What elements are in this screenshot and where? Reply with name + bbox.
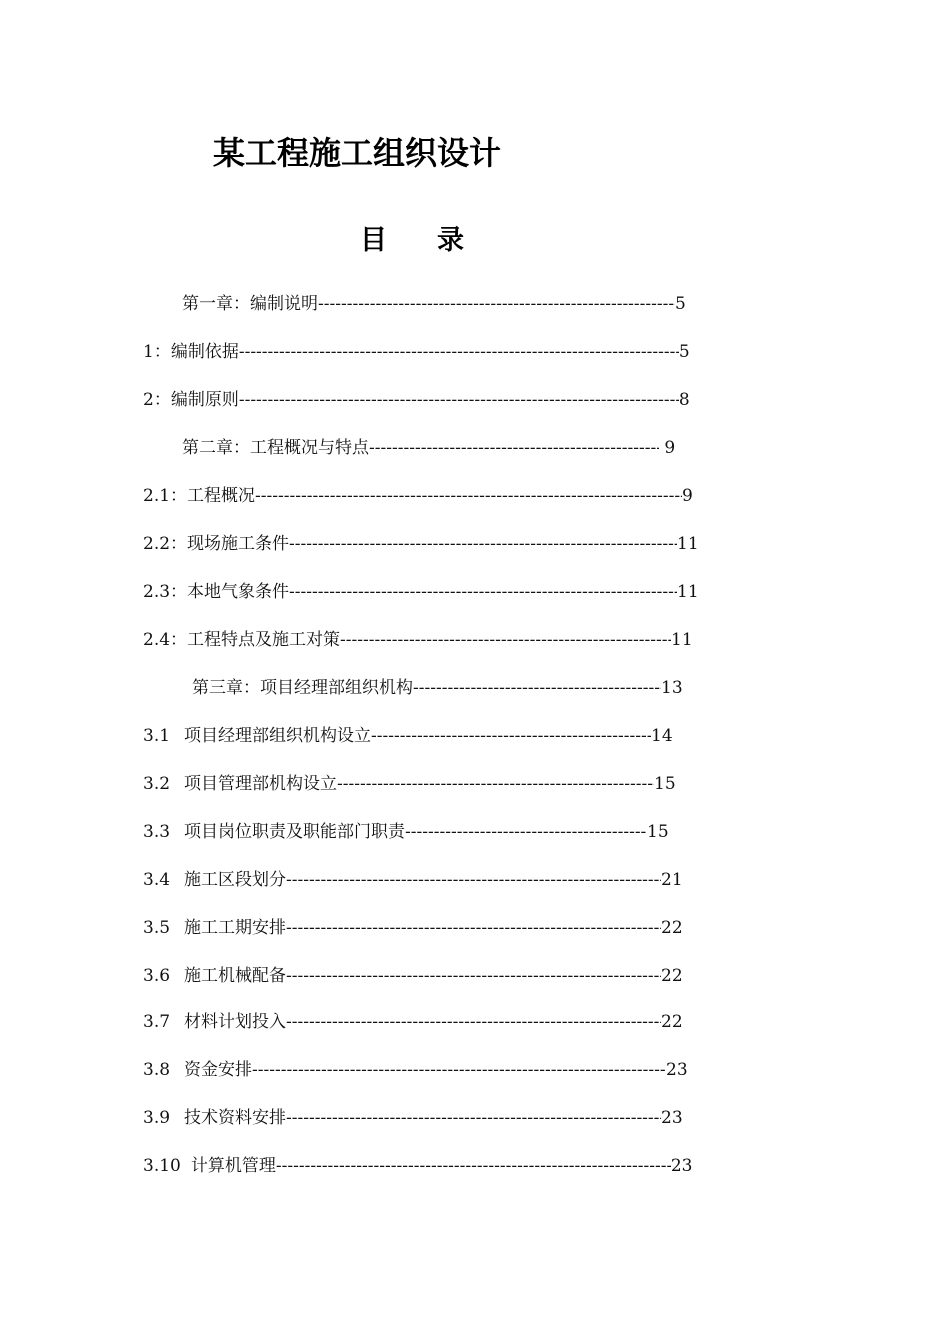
toc-entry-page: 11 <box>677 582 699 602</box>
toc-entry-page: 23 <box>666 1060 688 1080</box>
toc-entry-label: 项目经理部组织机构设立 <box>184 726 372 746</box>
document-title: 某工程施工组织设计 <box>213 134 502 172</box>
toc-entry-label: 施工工期安排 <box>184 918 287 938</box>
toc-entry-3-1[interactable] <box>143 724 703 748</box>
toc-entry-label: 计算机管理 <box>190 1156 276 1176</box>
toc-entry-page: 22 <box>661 1012 683 1032</box>
toc-entry-page: 22 <box>661 918 683 938</box>
toc-entry-label: 施工机械配备 <box>184 966 287 986</box>
toc-leader <box>413 676 661 700</box>
toc-entry-chapter-2[interactable] <box>182 436 712 460</box>
toc-leader <box>286 868 661 892</box>
toc-entry-number: 3.3 <box>143 822 171 842</box>
toc-entry-number: 3.4 <box>143 870 171 890</box>
toc-entry-number: 3.9 <box>143 1108 171 1128</box>
toc-entry-page: 11 <box>677 534 699 554</box>
toc-entry-number: 3.2 <box>143 774 171 794</box>
toc-entry-2-2[interactable] <box>143 532 713 556</box>
toc-entry-label: 2.4：工程特点及施工对策 <box>143 630 341 650</box>
toc-leader <box>286 916 661 940</box>
toc-entry-page: 11 <box>671 630 693 650</box>
toc-entry-chapter-1[interactable] <box>182 292 712 316</box>
toc-leader <box>405 820 647 844</box>
toc-leader <box>276 1154 671 1178</box>
toc-entry-number: 3.7 <box>143 1012 171 1032</box>
toc-entry-label: 2.2：现场施工条件 <box>143 534 290 554</box>
toc-entry-label: 第一章：编制说明 <box>182 294 318 314</box>
toc-entry-3-4[interactable] <box>143 868 703 892</box>
toc-heading <box>360 218 464 257</box>
toc-leader <box>371 724 651 748</box>
toc-entry-label: 第三章：项目经理部组织机构 <box>192 678 413 698</box>
toc-entry-3-5[interactable] <box>143 916 703 940</box>
toc-leader <box>318 292 675 316</box>
toc-entry-label: 2.1：工程概况 <box>143 486 256 506</box>
toc-entry-1[interactable] <box>143 340 713 364</box>
toc-entry-page: 9 <box>659 438 676 458</box>
toc-entry-label: 施工区段划分 <box>184 870 287 890</box>
toc-leader <box>286 1106 661 1130</box>
toc-entry-label: 项目岗位职责及职能部门职责 <box>184 822 406 842</box>
toc-entry-number: 3.8 <box>143 1060 171 1080</box>
toc-entry-label: 2：编制原则 <box>143 390 239 410</box>
toc-entry-label: 第二章：工程概况与特点 <box>182 438 369 458</box>
toc-entry-label: 技术资料安排 <box>184 1108 287 1128</box>
toc-entry-2-3[interactable] <box>143 580 713 604</box>
toc-leader <box>239 340 679 364</box>
toc-leader <box>289 580 677 604</box>
toc-leader <box>239 388 679 412</box>
toc-entry-page: 23 <box>661 1108 683 1128</box>
toc-entry-label: 资金安排 <box>184 1060 253 1080</box>
toc-entry-3-3[interactable] <box>143 820 703 844</box>
toc-entry-2-4[interactable] <box>143 628 713 652</box>
toc-entry-chapter-3[interactable] <box>192 676 712 700</box>
toc-entry-page: 23 <box>670 1156 693 1176</box>
toc-entry-number: 3.5 <box>143 918 171 938</box>
toc-entry-page: 9 <box>682 486 693 506</box>
toc-leader <box>289 532 677 556</box>
toc-entry-2[interactable] <box>143 388 713 412</box>
toc-entry-3-9[interactable] <box>143 1106 703 1130</box>
toc-entry-page: 8 <box>678 390 690 410</box>
toc-entry-page: 22 <box>661 966 683 986</box>
toc-entry-number: 3.1 <box>143 726 171 746</box>
toc-entry-page: 5 <box>678 342 690 362</box>
toc-entry-page: 15 <box>654 774 676 794</box>
toc-heading-part2: 录 <box>437 225 464 256</box>
toc-leader <box>252 1058 666 1082</box>
toc-leader <box>255 484 682 508</box>
toc-leader <box>369 436 659 460</box>
toc-entry-3-2[interactable] <box>143 772 703 796</box>
toc-leader <box>286 964 661 988</box>
toc-entry-page: 21 <box>661 870 683 890</box>
toc-leader <box>337 772 654 796</box>
toc-entry-number: 3.6 <box>143 966 171 986</box>
toc-entry-label: 材料计划投入 <box>184 1012 287 1032</box>
toc-entry-3-6[interactable] <box>143 964 703 988</box>
toc-entry-3-8[interactable] <box>143 1058 703 1082</box>
toc-entry-page: 15 <box>647 822 669 842</box>
toc-leader <box>340 628 671 652</box>
toc-entry-page: 13 <box>661 678 683 698</box>
toc-entry-2-1[interactable] <box>143 484 713 508</box>
toc-entry-3-7[interactable] <box>143 1010 703 1034</box>
toc-entry-number: 3.10 <box>143 1156 181 1176</box>
toc-heading-part1: 目 <box>360 225 387 256</box>
toc-entry-page: 5 <box>675 294 686 314</box>
toc-entry-label: 2.3：本地气象条件 <box>143 582 290 602</box>
toc-entry-3-10[interactable] <box>143 1154 708 1178</box>
toc-leader <box>286 1010 661 1034</box>
toc-entry-page: 14 <box>651 726 673 746</box>
toc-entry-label: 1：编制依据 <box>143 342 239 362</box>
toc-entry-label: 项目管理部机构设立 <box>184 774 338 794</box>
